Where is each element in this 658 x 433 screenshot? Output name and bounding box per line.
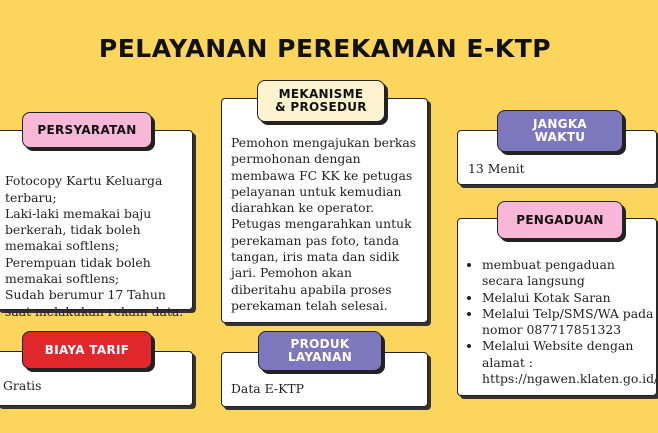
pengaduan-item: • Melalui Website dengan alamat : https://ngawen.klaten.go.id/ bbox=[482, 338, 656, 387]
pengaduan-item: • Melalui Kotak Saran bbox=[482, 290, 656, 306]
jangka-text: 13 Menit bbox=[468, 161, 525, 176]
produk-label: PRODUK LAYANAN bbox=[258, 331, 382, 371]
pengaduan-card bbox=[457, 218, 657, 396]
biaya-text: Gratis bbox=[3, 378, 42, 393]
page-title: PELAYANAN PEREKAMAN E-KTP bbox=[98, 34, 552, 63]
mekanisme-card bbox=[221, 98, 428, 323]
mekanisme-text: Pemohon mengajukan berkas permohonan dengan membawa FC KK ke petugas pelayanan untuk kemudian diarahkan ke operator. Petugas mengarahkan untuk perekaman pas foto, tanda tangan, iris mata dan sidik jari. Pemohon akan diberitahu apabila proses perekaman telah selesai. bbox=[231, 135, 417, 313]
persyaratan-label: PERSYARATAN bbox=[22, 112, 152, 148]
jangka-label: JANGKA WAKTU bbox=[497, 110, 623, 152]
produk-text: Data E-KTP bbox=[231, 381, 304, 396]
persyaratan-card bbox=[0, 130, 193, 319]
pengaduan-label: PENGADUAN bbox=[497, 201, 623, 239]
persyaratan-text: Fotocopy Kartu Keluarga terbaru; Laki-laki memakai baju berkerah, tidak boleh memakai softlens; Perempuan tidak boleh memakai softlens; Sudah berumur 17 Tahun saat melakukan rekam data. bbox=[5, 173, 184, 319]
mekanisme-label: MEKANISME & PROSEDUR bbox=[257, 80, 385, 122]
pengaduan-item: • membuat pengaduan secara langsung bbox=[482, 257, 656, 290]
pengaduan-list bbox=[462, 257, 656, 387]
biaya-label: BIAYA TARIF bbox=[22, 331, 152, 369]
pengaduan-item: • Melalui Telp/SMS/WA pada nomor 087717851323 bbox=[482, 306, 656, 339]
